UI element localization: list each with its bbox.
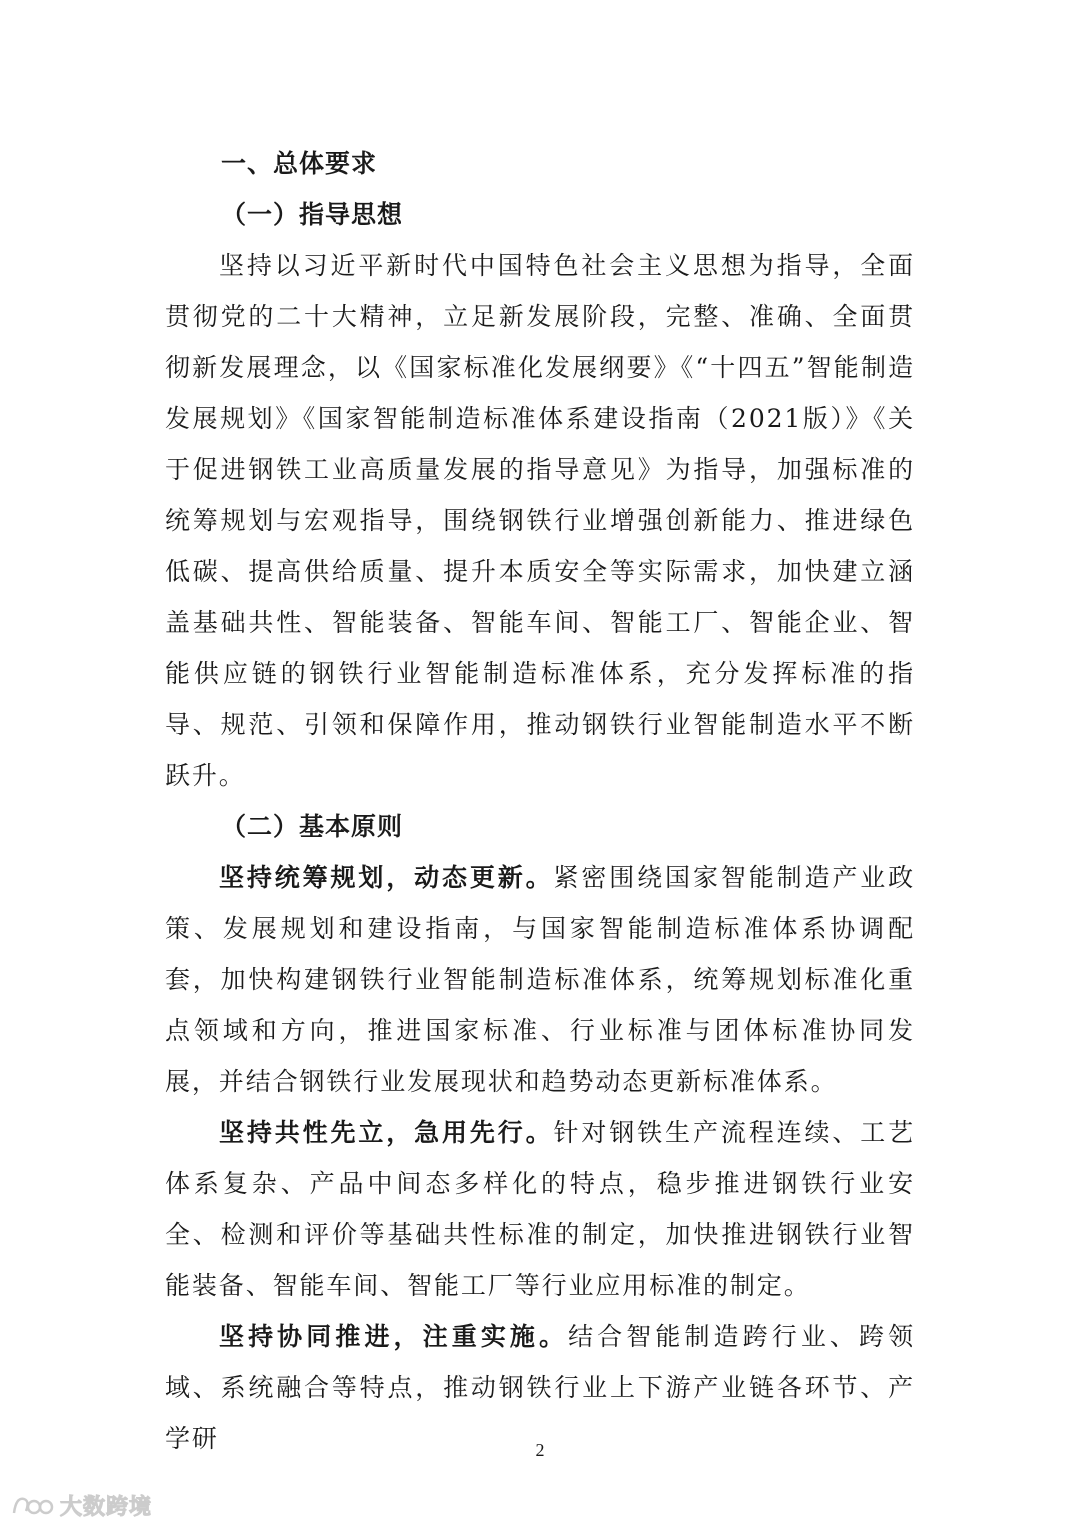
page-number: 2 xyxy=(535,1440,545,1460)
paragraph-principle-2 xyxy=(165,1107,915,1311)
subsection-heading-guiding-ideology: （一）指导思想 xyxy=(221,200,404,229)
watermark-text: 大数跨境 xyxy=(60,1495,153,1520)
paragraph-principle-1 xyxy=(165,852,915,1107)
paragraph-guiding-ideology: 坚持以习近平新时代中国特色社会主义思想为指导，全面贯彻党的二十大精神，立足新发展阶段，完整、准确、全面贯彻新发展理念，以《国家标准化发展纲要》《“十四五”智能制造发展规划》《国家智能制造标准体系建设指南（2021版）》《关于促进钢铁工业高质量发展的指导意见》为指导，加强标准的统筹规划与宏观指导，围绕钢铁行业增强创新能力、推进绿色低碳、提高供给质量、提升本质安全等实际需求，加快建立涵盖基础共性、智能装备、智能车间、智能工厂、智能企业、智能供应链的钢铁行业智能制造标准体系，充分发挥标准的指导、规范、引领和保障作用，推动钢铁行业智能制造水平不断跃升。 xyxy=(165,251,915,790)
principle-3-text: 结合智能制造跨行业、跨领域、系统融合等特点，推动钢铁行业上下游产业链各环节、产学研 xyxy=(165,1322,915,1453)
principle-2-lead: 坚持共性先立，急用先行。 xyxy=(219,1118,554,1147)
dashuju-logo-icon xyxy=(10,1493,54,1519)
principle-1-lead: 坚持统筹规划，动态更新。 xyxy=(219,863,554,892)
principle-2-text: 针对钢铁生产流程连续、工艺体系复杂、产品中间态多样化的特点，稳步推进钢铁行业安全、检测和评价等基础共性标准的制定，加快推进钢铁行业智能装备、智能车间、智能工厂等行业应用标准的制定。 xyxy=(165,1118,915,1300)
subsection-heading-basic-principles: （二）基本原则 xyxy=(221,812,404,841)
principle-1-text: 紧密围绕国家智能制造产业政策、发展规划和建设指南，与国家智能制造标准体系协调配套，加快构建钢铁行业智能制造标准体系，统筹规划标准化重点领域和方向，推进国家标准、行业标准与团体标准协同发展，并结合钢铁行业发展现状和趋势动态更新标准体系。 xyxy=(165,863,915,1096)
watermark xyxy=(10,1490,152,1521)
principle-3-lead: 坚持协同推进，注重实施。 xyxy=(219,1322,569,1351)
section-heading: 一、总体要求 xyxy=(221,149,378,178)
document-body xyxy=(165,138,915,1464)
